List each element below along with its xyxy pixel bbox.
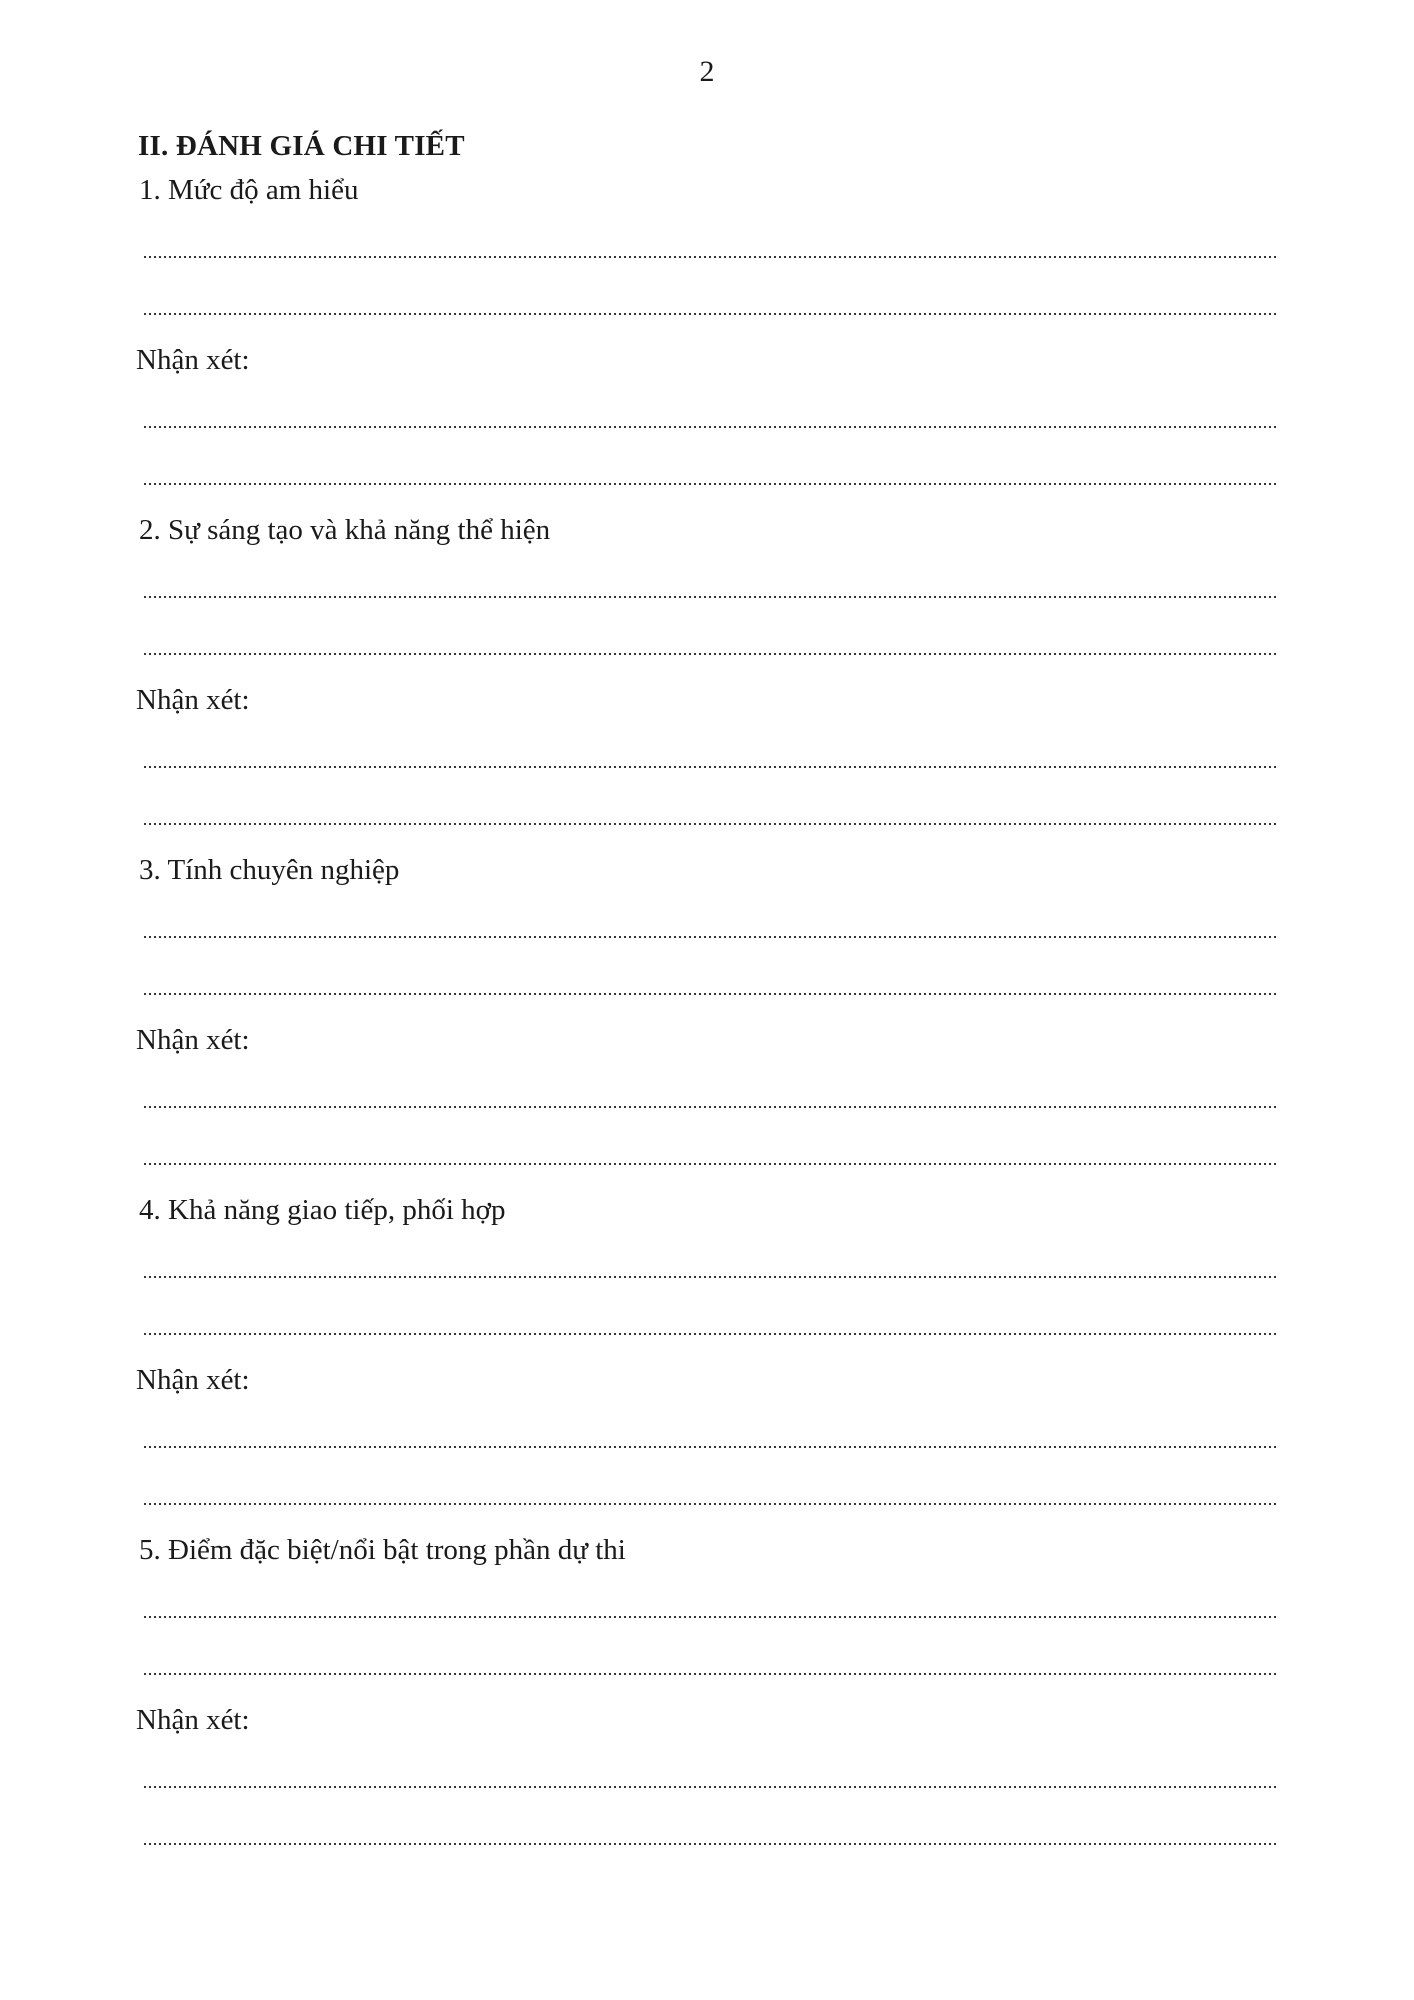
remark-line[interactable] xyxy=(138,437,1276,494)
criterion-block-2 xyxy=(138,510,1276,850)
criterion-block-5 xyxy=(138,1530,1276,1854)
criterion-title-2: 2. Sự sáng tạo và khả năng thể hiện xyxy=(139,514,551,546)
answer-line[interactable] xyxy=(138,1287,1276,1344)
answer-line[interactable] xyxy=(138,1627,1276,1684)
section-heading: II. ĐÁNH GIÁ CHI TIẾT xyxy=(138,130,465,162)
criterion-title-4: 4. Khả năng giao tiếp, phối hợp xyxy=(139,1194,506,1226)
criterion-block-4 xyxy=(138,1190,1276,1530)
answer-line[interactable] xyxy=(138,1230,1276,1287)
remark-line[interactable] xyxy=(138,1060,1276,1117)
answer-line[interactable] xyxy=(138,550,1276,607)
answer-line[interactable] xyxy=(138,947,1276,1004)
answer-line[interactable] xyxy=(138,210,1276,267)
remark-line[interactable] xyxy=(138,1400,1276,1457)
answer-line[interactable] xyxy=(138,267,1276,324)
criterion-block-1 xyxy=(138,170,1276,510)
remark-label: Nhận xét: xyxy=(136,684,250,716)
answer-line[interactable] xyxy=(138,607,1276,664)
page-number: 2 xyxy=(699,55,715,88)
remark-label: Nhận xét: xyxy=(136,344,250,376)
criterion-title-5: 5. Điểm đặc biệt/nổi bật trong phần dự thi xyxy=(139,1534,626,1566)
answer-line[interactable] xyxy=(138,890,1276,947)
remark-line[interactable] xyxy=(138,720,1276,777)
remark-line[interactable] xyxy=(138,380,1276,437)
remark-line[interactable] xyxy=(138,1117,1276,1174)
remark-line[interactable] xyxy=(138,1740,1276,1797)
remark-label: Nhận xét: xyxy=(136,1704,250,1736)
criterion-title-1: 1. Mức độ am hiểu xyxy=(139,174,359,206)
criterion-title-3: 3. Tính chuyên nghiệp xyxy=(139,854,400,886)
evaluation-form xyxy=(138,126,1276,1854)
remark-label: Nhận xét: xyxy=(136,1024,250,1056)
answer-line[interactable] xyxy=(138,1570,1276,1627)
remark-line[interactable] xyxy=(138,1797,1276,1854)
remark-label: Nhận xét: xyxy=(136,1364,250,1396)
remark-line[interactable] xyxy=(138,1457,1276,1514)
remark-line[interactable] xyxy=(138,777,1276,834)
criterion-block-3 xyxy=(138,850,1276,1190)
